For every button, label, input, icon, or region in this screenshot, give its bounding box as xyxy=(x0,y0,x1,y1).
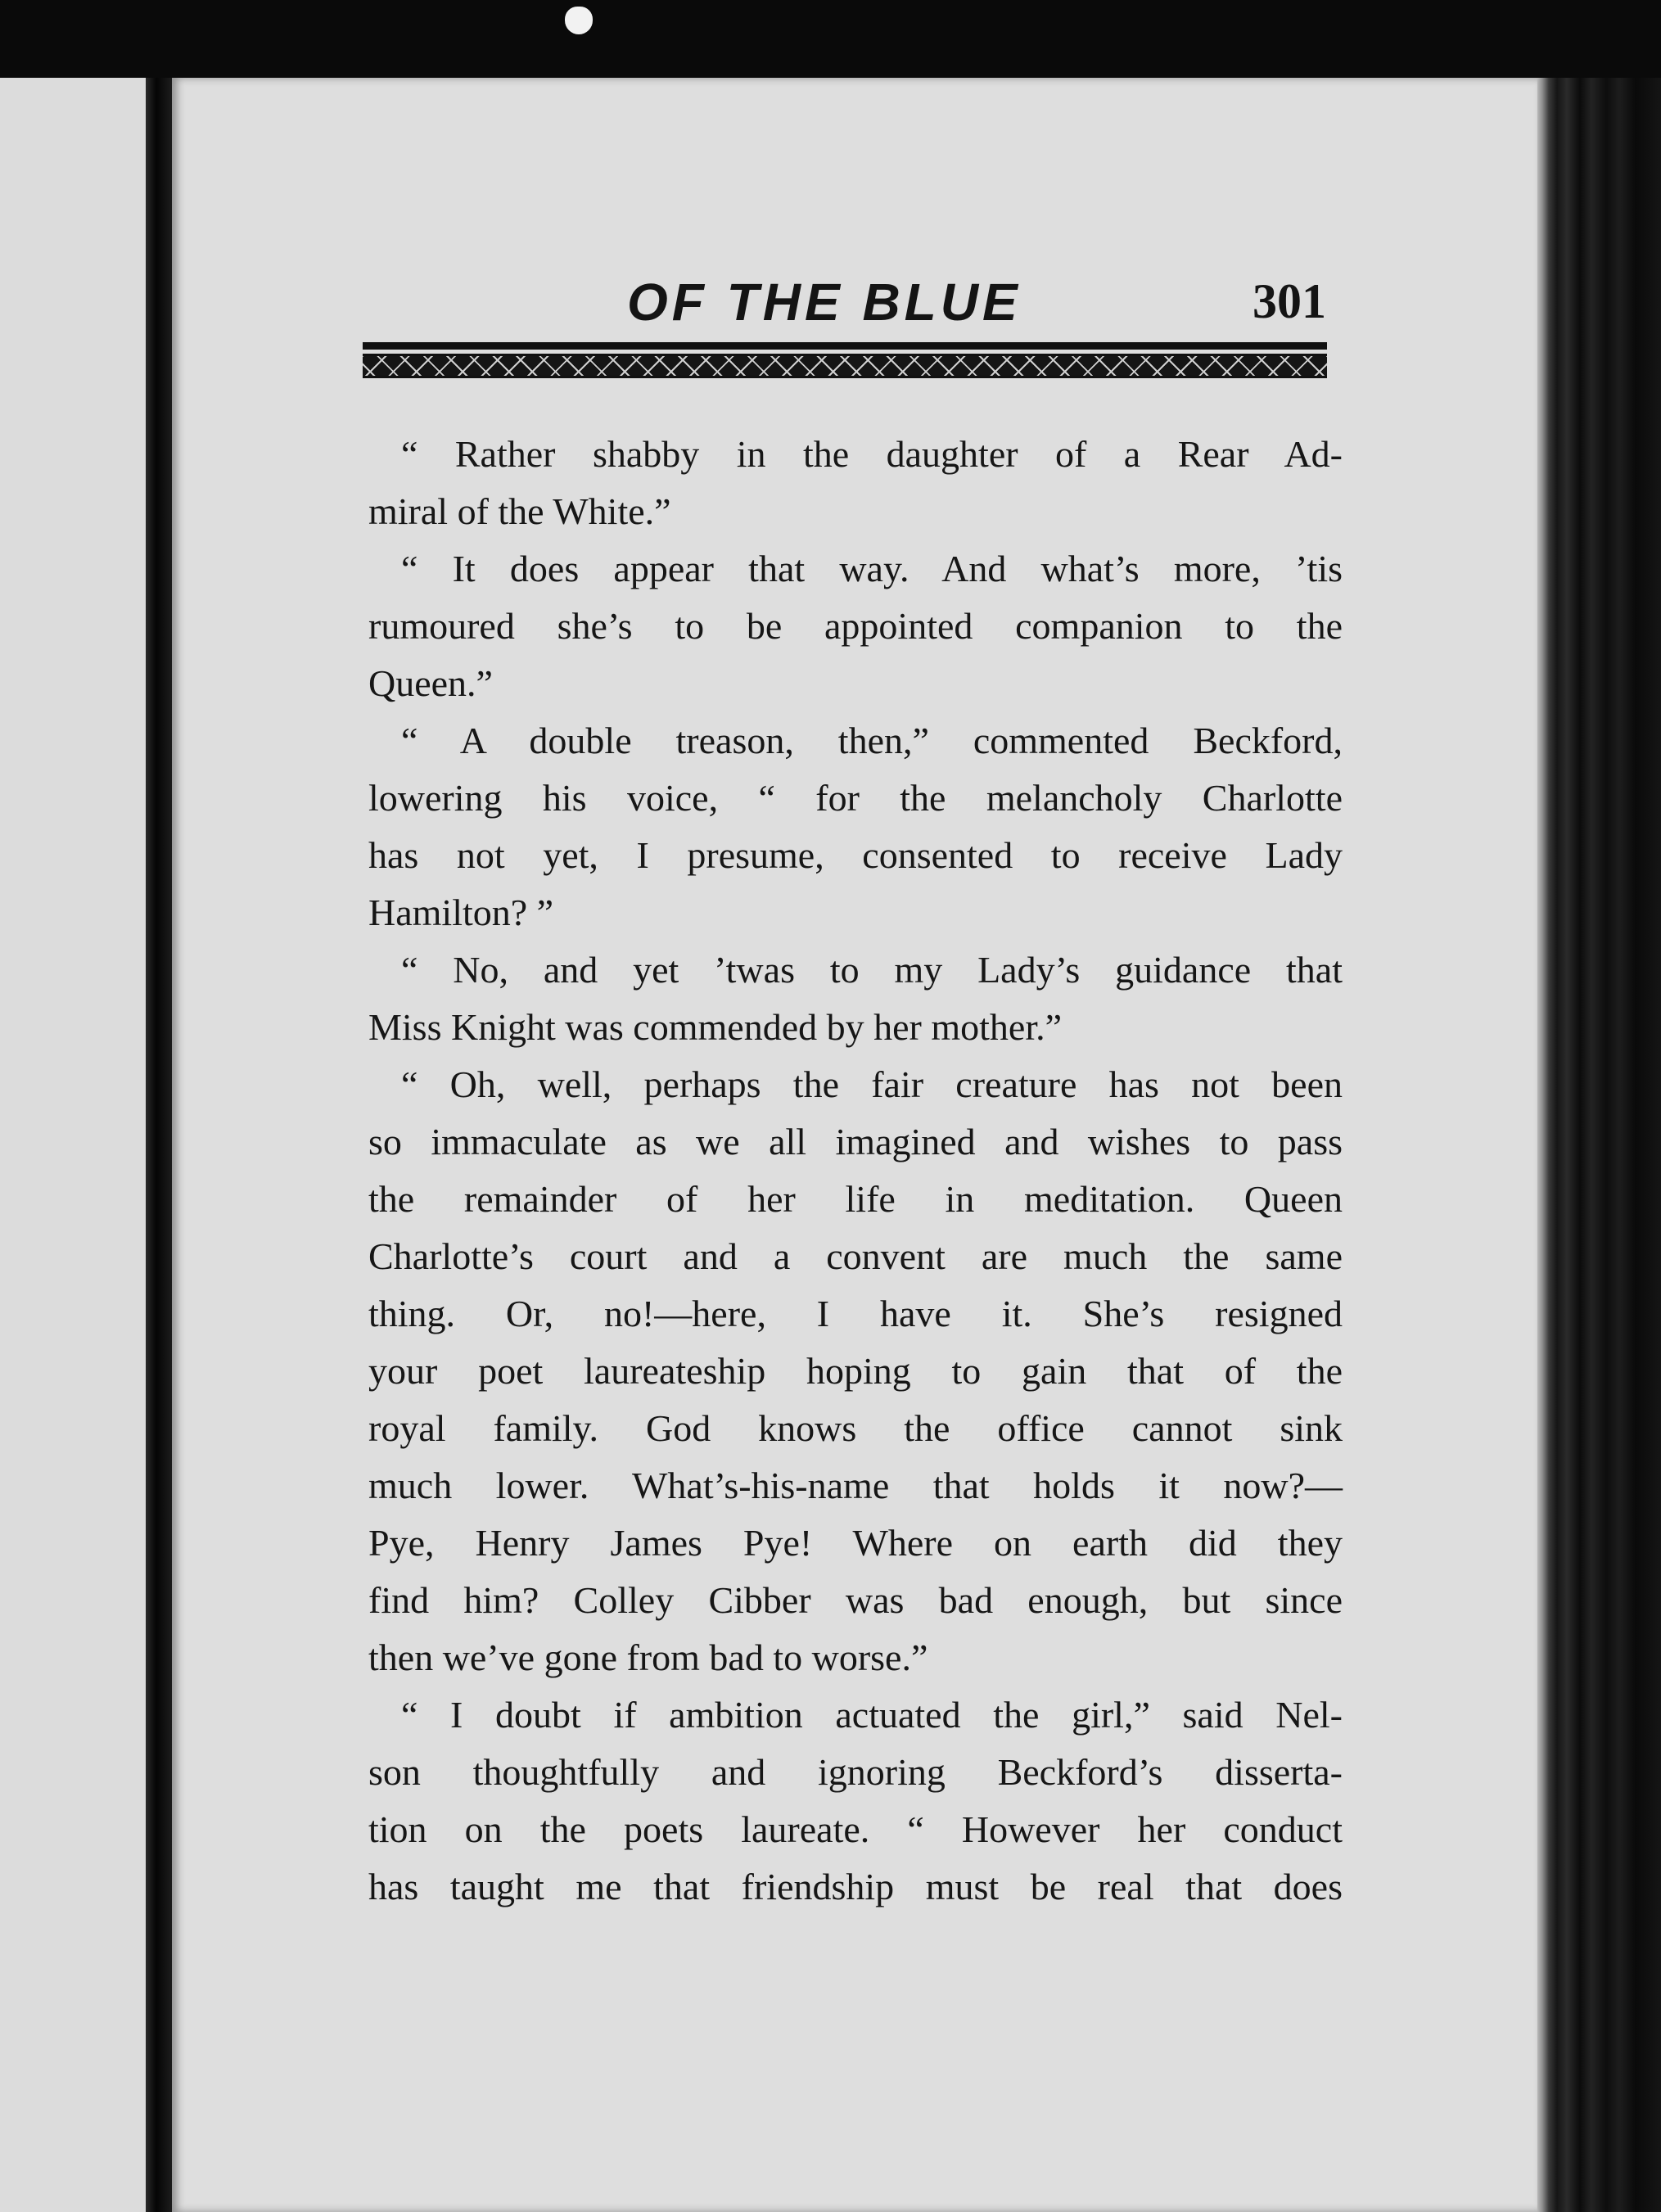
text-line: your poet laureateship hoping to gain that of the xyxy=(368,1350,1343,1392)
text-line: much lower. What’s-his-name that holds it now?— xyxy=(368,1465,1343,1506)
body-text xyxy=(368,426,1343,1916)
text-line: has not yet, I presume, consented to receive Lady xyxy=(368,834,1343,876)
header-ornament-band xyxy=(363,354,1327,378)
scan-blot xyxy=(565,7,593,34)
text-line: thing. Or, no!—here, I have it. She’s resigned xyxy=(368,1293,1343,1334)
text-line: Charlotte’s court and a convent are much the same xyxy=(368,1235,1343,1277)
text-line: the remainder of her life in meditation. Queen xyxy=(368,1178,1343,1220)
text-line: miral of the White.” xyxy=(368,490,671,532)
running-head-title: OF THE BLUE xyxy=(627,273,1022,332)
text-line: rumoured she’s to be appointed companion to the xyxy=(368,605,1343,647)
text-line: then we’ve gone from bad to worse.” xyxy=(368,1636,928,1678)
text-line: has taught me that friendship must be real that does xyxy=(368,1866,1343,1907)
text-line: Pye, Henry James Pye! Where on earth did they xyxy=(368,1522,1343,1564)
page-number: 301 xyxy=(1253,274,1326,328)
text-line: find him? Colley Cibber was bad enough, but since xyxy=(368,1579,1343,1621)
text-line: “ No, and yet ’twas to my Lady’s guidance that xyxy=(401,949,1343,991)
text-line: son thoughtfully and ignoring Beckford’s disserta- xyxy=(368,1751,1343,1793)
text-line: so immaculate as we all imagined and wishes to pass xyxy=(368,1121,1343,1162)
book-gutter xyxy=(146,78,172,2212)
text-line: “ Oh, well, perhaps the fair creature has not been xyxy=(401,1063,1343,1105)
text-line: “ I doubt if ambition actuated the girl,” said Nel- xyxy=(401,1694,1343,1736)
text-line: “ A double treason, then,” commented Beckford, xyxy=(401,720,1343,761)
scan-top-band xyxy=(0,0,1661,78)
header-rule xyxy=(363,342,1327,350)
running-head xyxy=(360,272,1326,341)
previous-page-edge xyxy=(0,78,146,2212)
book-cover-edge xyxy=(1537,78,1661,2212)
text-line: tion on the poets laureate. “ However her conduct xyxy=(368,1808,1343,1850)
text-line: “ Rather shabby in the daughter of a Rear Ad- xyxy=(401,433,1343,475)
text-line: Miss Knight was commended by her mother.” xyxy=(368,1006,1063,1048)
text-line: royal family. God knows the office cannot sink xyxy=(368,1407,1343,1449)
text-line: lowering his voice, “ for the melancholy Charlotte xyxy=(368,777,1343,819)
text-line: Queen.” xyxy=(368,662,493,704)
text-line: “ It does appear that way. And what’s more, ’tis xyxy=(401,548,1343,589)
text-line: Hamilton? ” xyxy=(368,892,554,933)
